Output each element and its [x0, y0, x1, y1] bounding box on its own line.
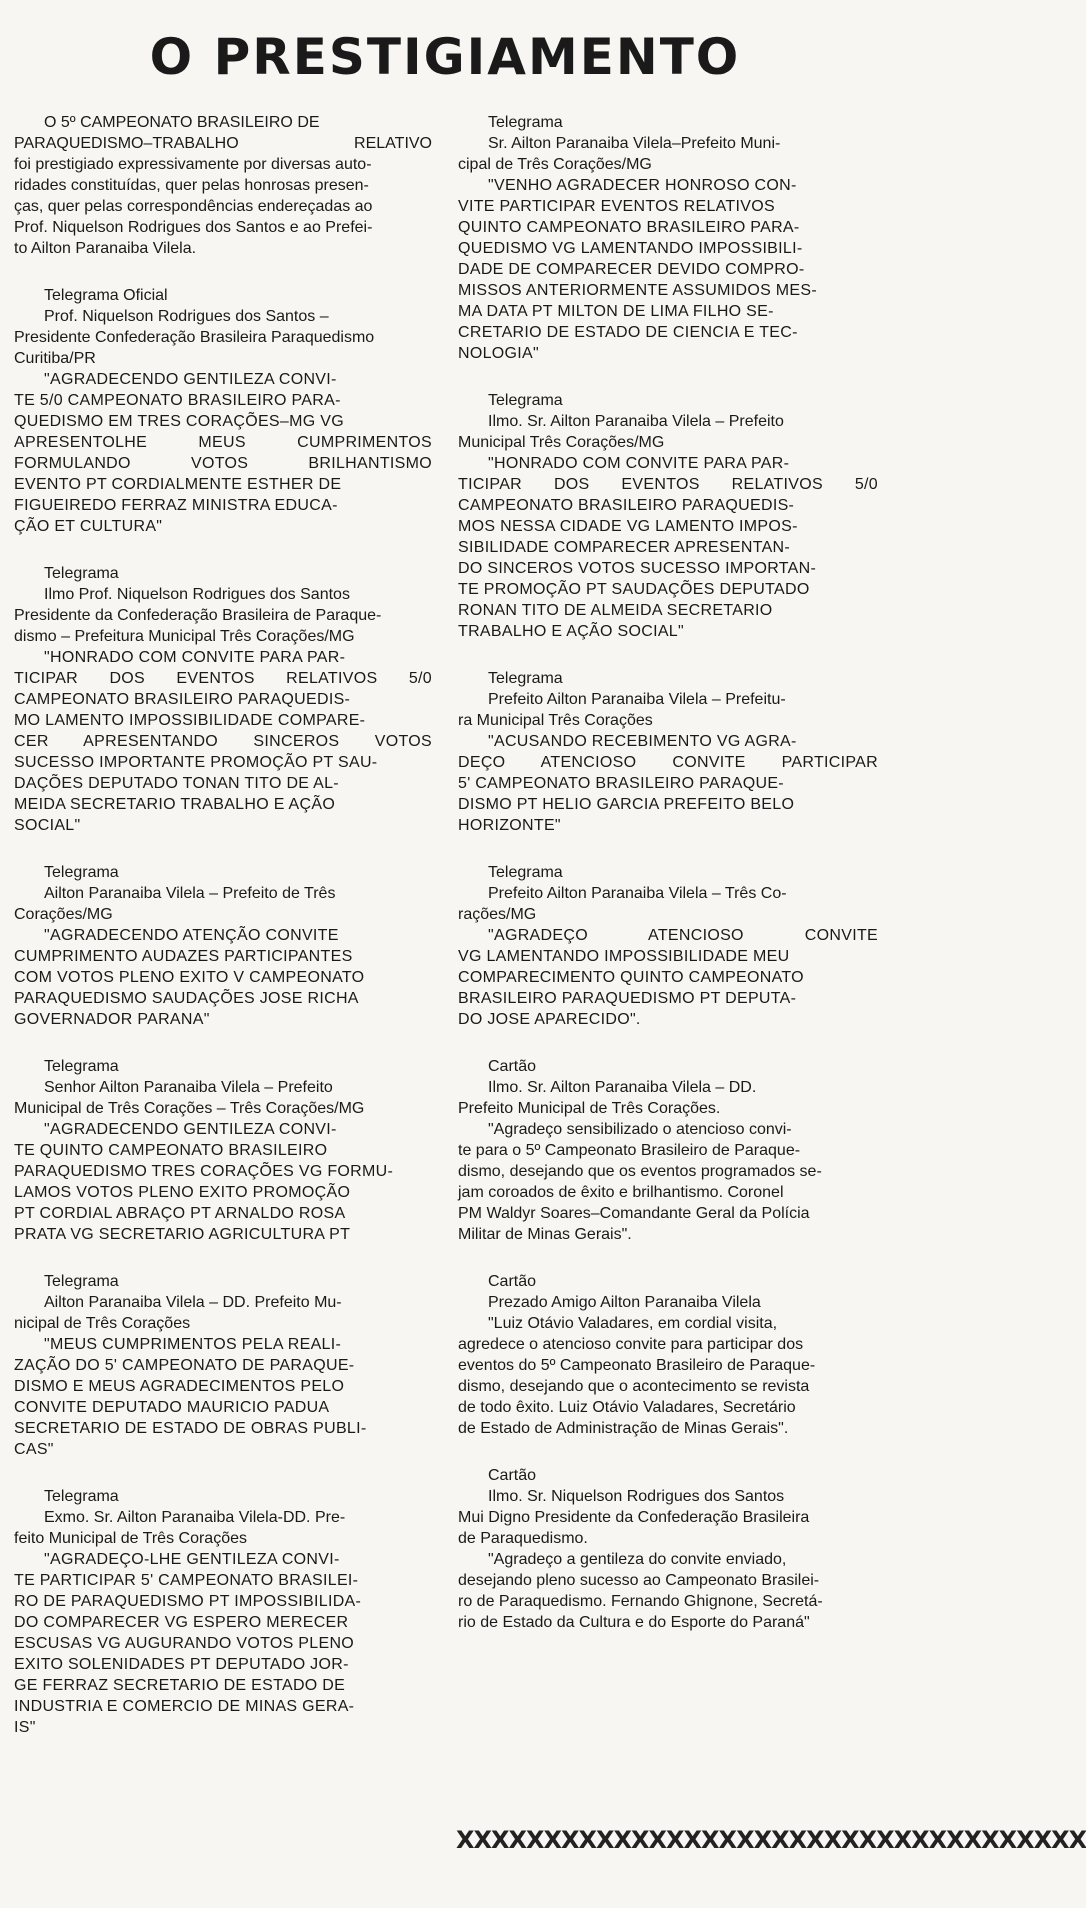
text-line: de todo êxito. Luiz Otávio Valadares, Secretário: [458, 1399, 796, 1416]
text-line: SOCIAL": [14, 817, 81, 834]
text-line: EXITO SOLENIDADES PT DEPUTADO JOR-: [14, 1656, 349, 1673]
text-line: Ailton Paranaiba Vilela – Prefeito de Três: [44, 885, 336, 902]
text-line: Sr. Ailton Paranaiba Vilela–Prefeito Muni-: [488, 135, 781, 152]
text-line: dismo, desejando que os eventos programados se-: [458, 1163, 822, 1180]
text-line: "AGRADECENDO GENTILEZA CONVI-: [44, 1121, 337, 1138]
text-line: rações/MG: [458, 906, 537, 923]
text-line: de Paraquedismo.: [458, 1530, 588, 1547]
message-block: [458, 112, 878, 364]
text-line: "Agradeço a gentileza do convite enviado,: [488, 1551, 787, 1568]
text-line: Cartão: [488, 1467, 537, 1484]
text-line: TE PROMOÇÃO PT SAUDAÇÕES DEPUTADO: [458, 581, 810, 598]
text-line: TICIPAR DOS EVENTOS RELATIVOS 5/0: [458, 476, 878, 493]
text-line: ESCUSAS VG AUGURANDO VOTOS PLENO: [14, 1635, 355, 1652]
text-line: "AGRADECENDO GENTILEZA CONVI-: [44, 371, 337, 388]
text-line: Prof. Niquelson Rodrigues dos Santos –: [44, 308, 329, 325]
text-line: IS": [14, 1719, 36, 1736]
text-line: foi prestigiado expressivamente por diversas auto-: [14, 156, 372, 173]
text-line: LAMOS VOTOS PLENO EXITO PROMOÇÃO: [14, 1184, 351, 1201]
text-line: INDUSTRIA E COMERCIO DE MINAS GERA-: [14, 1698, 355, 1715]
text-line: Telegrama: [488, 670, 563, 687]
text-line: PRATA VG SECRETARIO AGRICULTURA PT: [14, 1226, 351, 1243]
right-column: [458, 112, 878, 1659]
text-line: de Estado de Administração de Minas Gerais".: [458, 1420, 789, 1437]
text-line: DADE DE COMPARECER DEVIDO COMPRO-: [458, 261, 805, 278]
text-line: VITE PARTICIPAR EVENTOS RELATIVOS: [458, 198, 775, 215]
message-block: [14, 1056, 432, 1245]
text-line: dismo – Prefeitura Municipal Três Corações/MG: [14, 628, 355, 645]
text-line: "HONRADO COM CONVITE PARA PAR-: [44, 649, 346, 666]
message-block: [14, 1486, 432, 1738]
text-line: COM VOTOS PLENO EXITO V CAMPEONATO: [14, 969, 365, 986]
text-line: TE QUINTO CAMPEONATO BRASILEIRO: [14, 1142, 328, 1159]
text-line: Ilmo. Sr. Ailton Paranaiba Vilela – DD.: [488, 1079, 757, 1096]
text-line: "HONRADO COM CONVITE PARA PAR-: [488, 455, 790, 472]
message-block: [458, 1465, 878, 1633]
message-block: [14, 1271, 432, 1460]
message-block: [14, 285, 432, 537]
text-line: eventos do 5º Campeonato Brasileiro de Paraque-: [458, 1357, 816, 1374]
text-line: Telegrama: [44, 1273, 119, 1290]
text-line: DO SINCEROS VOTOS SUCESSO IMPORTAN-: [458, 560, 817, 577]
text-line: Prezado Amigo Ailton Paranaiba Vilela: [488, 1294, 761, 1311]
text-line: Telegrama: [44, 565, 119, 582]
text-line: Telegrama: [488, 864, 563, 881]
text-line: TRABALHO E AÇÃO SOCIAL": [458, 623, 684, 640]
text-line: nicipal de Três Corações: [14, 1315, 191, 1332]
text-line: Prefeito Municipal de Três Corações.: [458, 1100, 721, 1117]
text-line: DO JOSE APARECIDO".: [458, 1011, 641, 1028]
text-line: ro de Paraquedismo. Fernando Ghignone, Secretá-: [458, 1593, 823, 1610]
text-line: jam coroados de êxito e brilhantismo. Coronel: [458, 1184, 784, 1201]
text-line: "ACUSANDO RECEBIMENTO VG AGRA-: [488, 733, 797, 750]
text-line: "Agradeço sensibilizado o atencioso convi-: [488, 1121, 792, 1138]
text-line: "Luiz Otávio Valadares, em cordial visita,: [488, 1315, 778, 1332]
page-title: O PRESTIGIAMENTO: [149, 28, 741, 86]
text-line: Municipal Três Corações/MG: [458, 434, 665, 451]
text-line: Telegrama: [488, 114, 563, 131]
text-line: RONAN TITO DE ALMEIDA SECRETARIO: [458, 602, 773, 619]
text-line: "AGRADEÇO-LHE GENTILEZA CONVI-: [44, 1551, 340, 1568]
text-line: Ilmo. Sr. Ailton Paranaiba Vilela – Prefeito: [488, 413, 784, 430]
text-line: SECRETARIO DE ESTADO DE OBRAS PUBLI-: [14, 1420, 367, 1437]
text-line: ra Municipal Três Corações: [458, 712, 653, 729]
message-block: [14, 112, 432, 259]
text-line: Telegrama: [44, 864, 119, 881]
text-line: BRASILEIRO PARAQUEDISMO PT DEPUTA-: [458, 990, 797, 1007]
text-line: Presidente Confederação Brasileira Paraquedismo: [14, 329, 375, 346]
text-line: PARAQUEDISMO–TRABALHO RELATIVO: [14, 135, 432, 152]
text-line: ças, quer pelas correspondências endereçadas ao: [14, 198, 373, 215]
text-line: feito Municipal de Três Corações: [14, 1530, 247, 1547]
text-line: Exmo. Sr. Ailton Paranaiba Vilela-DD. Pre-: [44, 1509, 346, 1526]
text-line: Telegrama: [44, 1058, 119, 1075]
text-line: PT CORDIAL ABRAÇO PT ARNALDO ROSA: [14, 1205, 346, 1222]
text-line: cipal de Três Corações/MG: [458, 156, 652, 173]
message-block: [458, 1056, 878, 1245]
message-block: [458, 862, 878, 1030]
message-block: [14, 563, 432, 836]
text-line: Prefeito Ailton Paranaiba Vilela – Três Co-: [488, 885, 787, 902]
text-line: Presidente da Confederação Brasileira de Paraque-: [14, 607, 382, 624]
text-line: ZAÇÃO DO 5' CAMPEONATO DE PARAQUE-: [14, 1357, 355, 1374]
text-line: Senhor Ailton Paranaiba Vilela – Prefeito: [44, 1079, 333, 1096]
text-line: Cartão: [488, 1058, 537, 1075]
text-line: FIGUEIREDO FERRAZ MINISTRA EDUCA-: [14, 497, 338, 514]
text-line: Mui Digno Presidente da Confederação Brasileira: [458, 1509, 810, 1526]
text-line: Telegrama Oficial: [44, 287, 168, 304]
text-line: MEIDA SECRETARIO TRABALHO E AÇÃO: [14, 796, 336, 813]
text-line: Ailton Paranaiba Vilela – DD. Prefeito Mu-: [44, 1294, 342, 1311]
text-line: CONVITE DEPUTADO MAURICIO PADUA: [14, 1399, 330, 1416]
text-line: to Ailton Paranaiba Vilela.: [14, 240, 197, 257]
text-line: 5' CAMPEONATO BRASILEIRO PARAQUE-: [458, 775, 784, 792]
text-line: TE PARTICIPAR 5' CAMPEONATO BRASILEI-: [14, 1572, 359, 1589]
text-line: TE 5/0 CAMPEONATO BRASILEIRO PARA-: [14, 392, 341, 409]
text-line: QUEDISMO VG LAMENTANDO IMPOSSIBILI-: [458, 240, 803, 257]
text-line: NOLOGIA": [458, 345, 539, 362]
text-line: HORIZONTE": [458, 817, 561, 834]
message-block: [14, 862, 432, 1030]
text-line: PM Waldyr Soares–Comandante Geral da Polícia: [458, 1205, 810, 1222]
text-line: SIBILIDADE COMPARECER APRESENTAN-: [458, 539, 791, 556]
text-line: ridades constituídas, quer pelas honrosas presen-: [14, 177, 369, 194]
text-line: desejando pleno sucesso ao Campeonato Brasilei-: [458, 1572, 820, 1589]
text-line: ÇÃO ET CULTURA": [14, 518, 163, 535]
text-line: Telegrama: [488, 392, 563, 409]
text-line: MISSOS ANTERIORMENTE ASSUMIDOS MES-: [458, 282, 817, 299]
text-line: rio de Estado da Cultura e do Esporte do Paraná": [458, 1614, 810, 1631]
text-line: MOS NESSA CIDADE VG LAMENTO IMPOS-: [458, 518, 798, 535]
text-line: Ilmo. Sr. Niquelson Rodrigues dos Santos: [488, 1488, 785, 1505]
text-line: "AGRADECENDO ATENÇÃO CONVITE: [44, 927, 339, 944]
text-line: Municipal de Três Corações – Três Corações/MG: [14, 1100, 365, 1117]
text-line: EVENTO PT CORDIALMENTE ESTHER DE: [14, 476, 342, 493]
text-line: QUINTO CAMPEONATO BRASILEIRO PARA-: [458, 219, 800, 236]
text-line: CAMPEONATO BRASILEIRO PARAQUEDIS-: [458, 497, 795, 514]
text-line: SUCESSO IMPORTANTE PROMOÇÃO PT SAU-: [14, 754, 378, 771]
text-line: PARAQUEDISMO TRES CORAÇÕES VG FORMU-: [14, 1163, 394, 1180]
text-line: COMPARECIMENTO QUINTO CAMPEONATO: [458, 969, 804, 986]
text-line: CUMPRIMENTO AUDAZES PARTICIPANTES: [14, 948, 353, 965]
text-line: Ilmo Prof. Niquelson Rodrigues dos Santos: [44, 586, 350, 603]
decorative-border-ornament: XXXXXXXXXXXXXXXXXXXXXXXXXXXXXXXXXXXX: [456, 1826, 1086, 1854]
text-line: APRESENTOLHE MEUS CUMPRIMENTOS: [14, 434, 432, 451]
text-line: "MEUS CUMPRIMENTOS PELA REALI-: [44, 1336, 342, 1353]
text-line: DAÇÕES DEPUTADO TONAN TITO DE AL-: [14, 775, 339, 792]
text-line: GOVERNADOR PARANA": [14, 1011, 210, 1028]
text-line: QUEDISMO EM TRES CORAÇÕES–MG VG: [14, 413, 344, 430]
text-line: O 5º CAMPEONATO BRASILEIRO DE: [44, 114, 320, 131]
text-line: VG LAMENTANDO IMPOSSIBILIDADE MEU: [458, 948, 790, 965]
message-block: [458, 390, 878, 642]
text-line: DEÇO ATENCIOSO CONVITE PARTICIPAR: [458, 754, 878, 771]
text-line: CAS": [14, 1441, 54, 1458]
text-line: Corações/MG: [14, 906, 113, 923]
text-line: DISMO E MEUS AGRADECIMENTOS PELO: [14, 1378, 345, 1395]
text-line: Cartão: [488, 1273, 537, 1290]
message-block: [458, 1271, 878, 1439]
text-line: Militar de Minas Gerais".: [458, 1226, 632, 1243]
left-column: [14, 112, 432, 1764]
text-line: Curitiba/PR: [14, 350, 96, 367]
text-line: DISMO PT HELIO GARCIA PREFEITO BELO: [458, 796, 795, 813]
text-line: MA DATA PT MILTON DE LIMA FILHO SE-: [458, 303, 774, 320]
text-line: RO DE PARAQUEDISMO PT IMPOSSIBILIDA-: [14, 1593, 362, 1610]
text-line: Telegrama: [44, 1488, 119, 1505]
text-line: "AGRADEÇO ATENCIOSO CONVITE: [488, 927, 878, 944]
text-line: te para o 5º Campeonato Brasileiro de Paraque-: [458, 1142, 801, 1159]
text-line: FORMULANDO VOTOS BRILHANTISMO: [14, 455, 432, 472]
text-line: "VENHO AGRADECER HONROSO CON-: [488, 177, 797, 194]
text-line: dismo, desejando que o acontecimento se revista: [458, 1378, 810, 1395]
text-line: DO COMPARECER VG ESPERO MERECER: [14, 1614, 349, 1631]
text-line: GE FERRAZ SECRETARIO DE ESTADO DE: [14, 1677, 346, 1694]
text-line: CER APRESENTANDO SINCEROS VOTOS: [14, 733, 432, 750]
text-line: MO LAMENTO IMPOSSIBILIDADE COMPARE-: [14, 712, 366, 729]
text-line: TICIPAR DOS EVENTOS RELATIVOS 5/0: [14, 670, 432, 687]
text-line: CAMPEONATO BRASILEIRO PARAQUEDIS-: [14, 691, 351, 708]
message-block: [458, 668, 878, 836]
text-line: Prefeito Ailton Paranaiba Vilela – Prefeitu-: [488, 691, 786, 708]
text-line: Prof. Niquelson Rodrigues dos Santos e ao Prefei-: [14, 219, 373, 236]
text-line: agredece o atencioso convite para participar dos: [458, 1336, 804, 1353]
text-line: PARAQUEDISMO SAUDAÇÕES JOSE RICHA: [14, 990, 359, 1007]
text-line: CRETARIO DE ESTADO DE CIENCIA E TEC-: [458, 324, 798, 341]
